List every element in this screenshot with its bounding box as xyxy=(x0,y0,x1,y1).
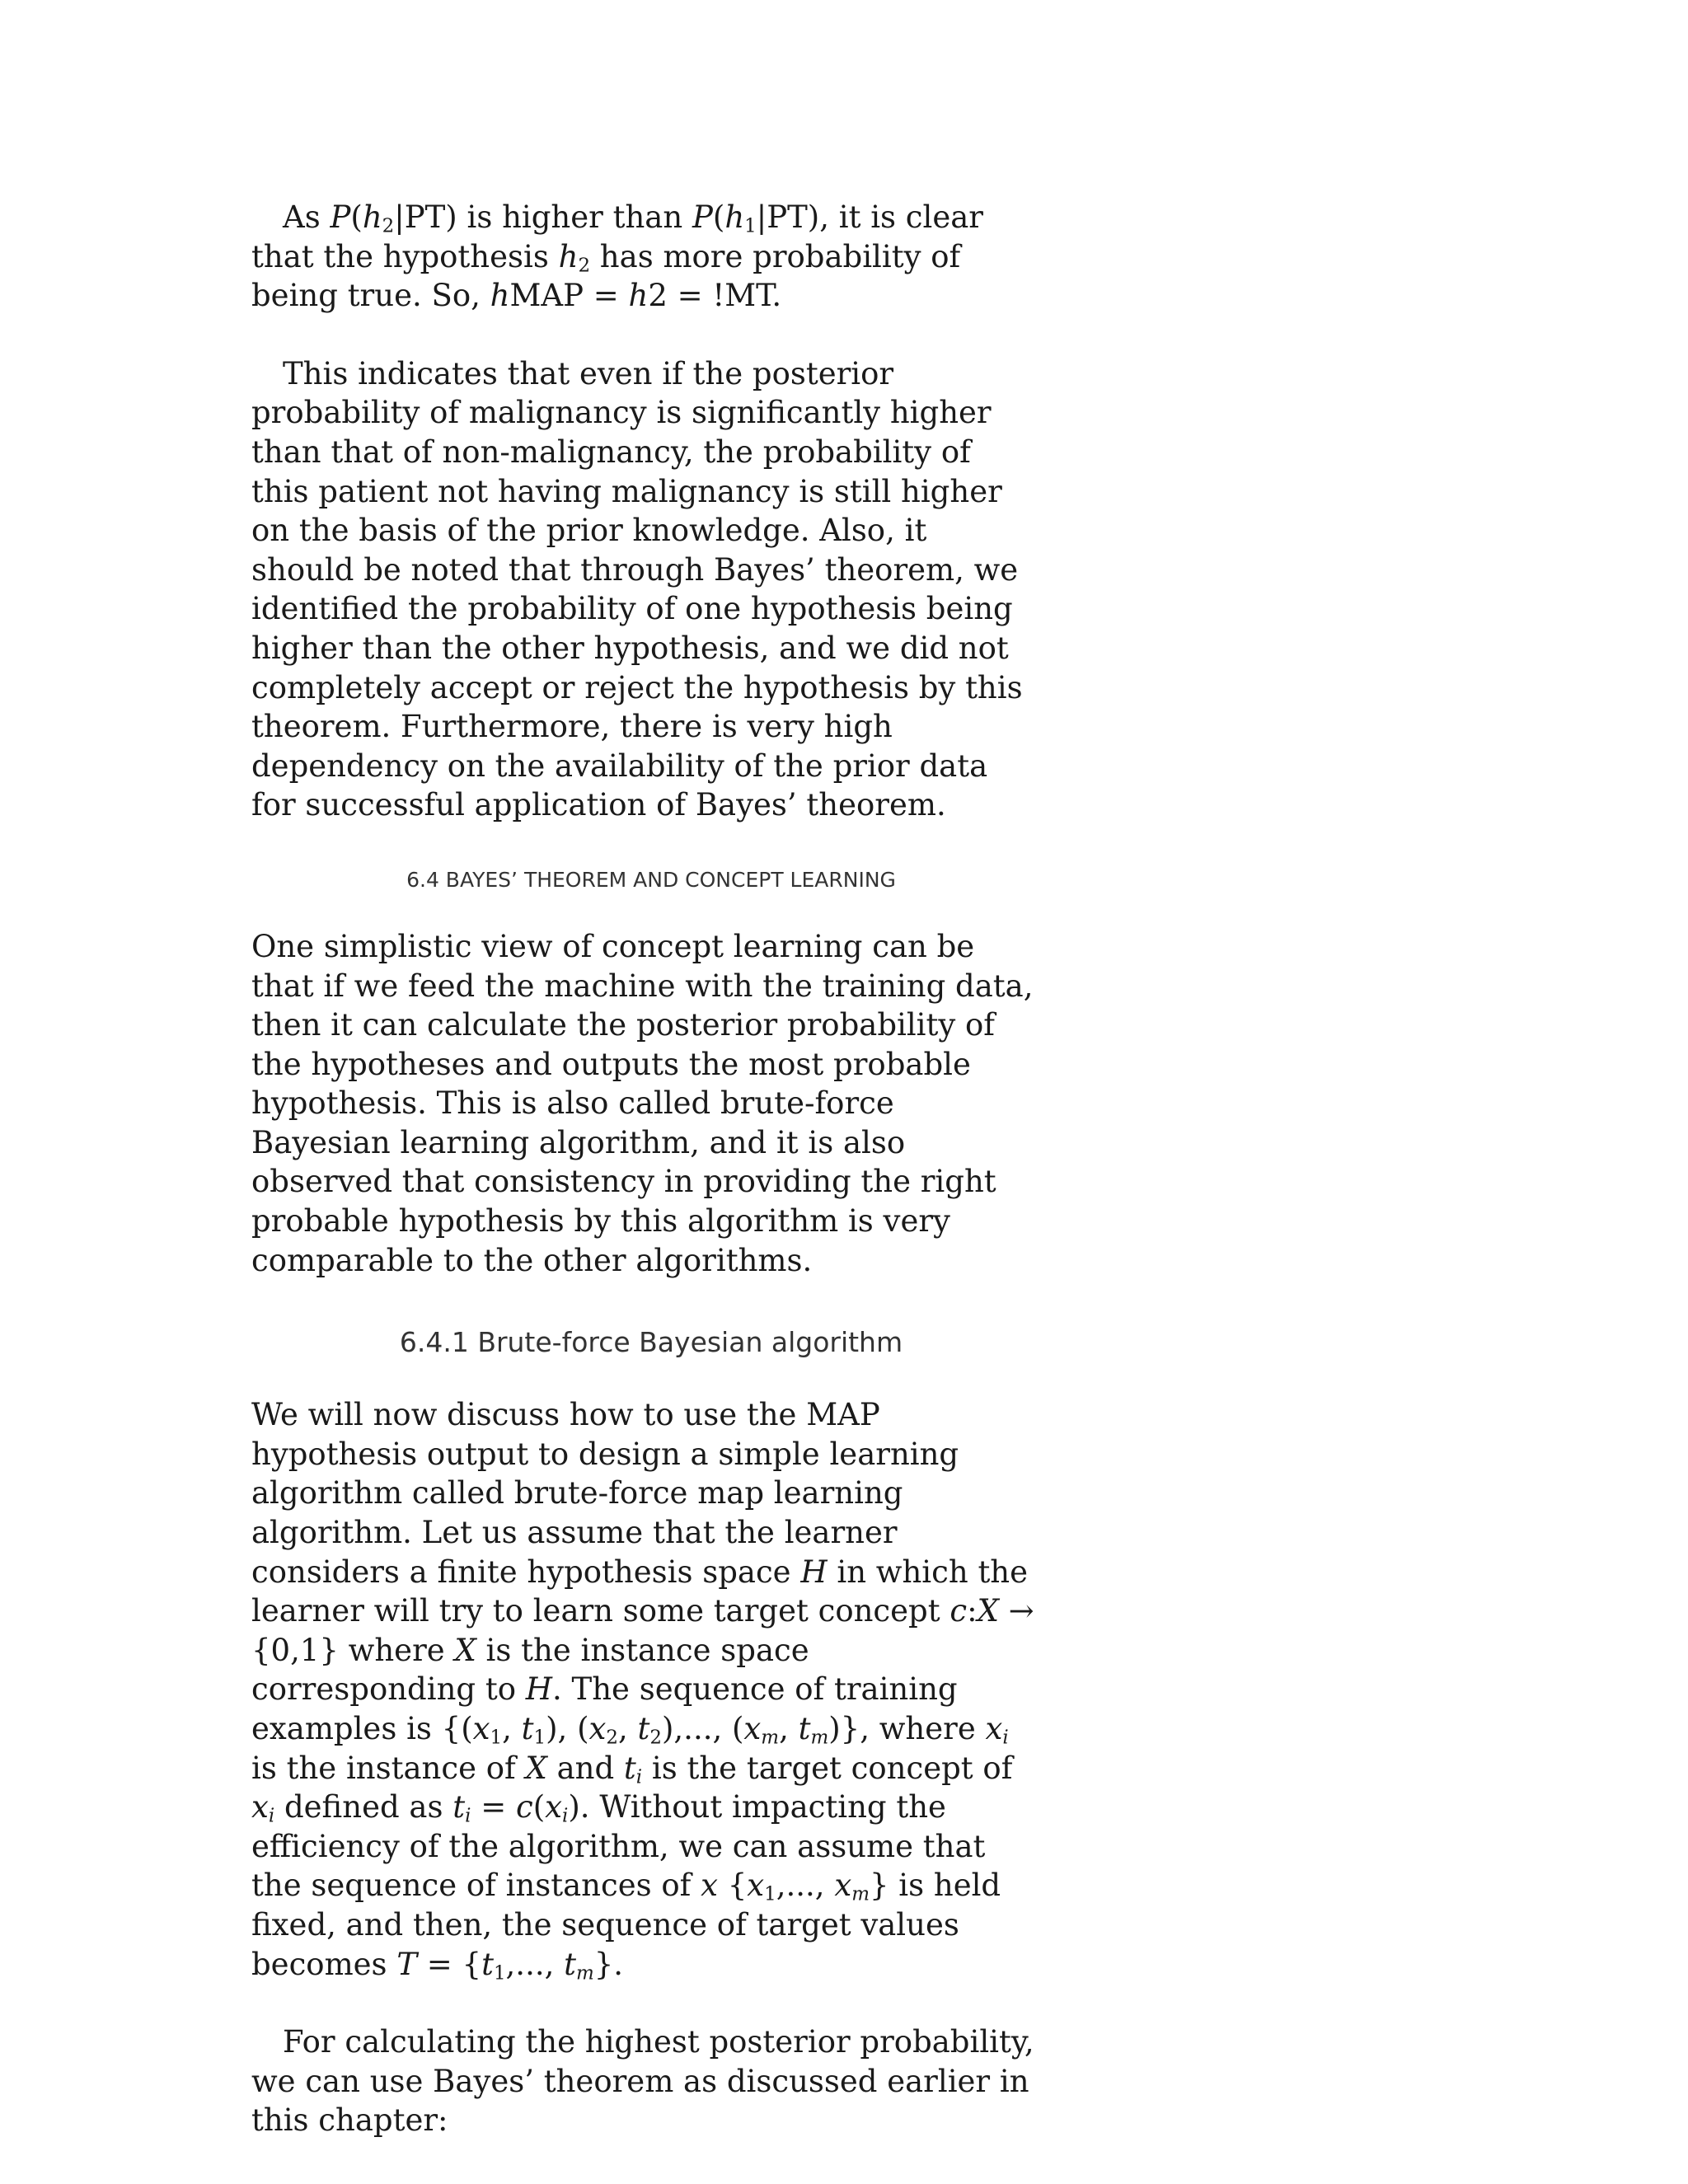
subsection-heading: 6.4.1 Brute-force Bayesian algorithm xyxy=(399,1326,903,1359)
section-heading: 6.4 BAYES’ THEOREM AND CONCEPT LEARNING xyxy=(406,867,896,892)
paragraph-malignancy: This indicates that even if the posterior probability of malignancy is significantly higher than that of non-malignancy, the probability of this patient not having malignancy is still higher on the basis of the prior knowledge. Also, it should be noted that through Bayes’ theorem, we identified the probability of one hypothesis being higher than the other hypothesis, and we did not completely accept or reject the hypothesis by this theorem. Furthermore, there is very high dependency on the availability of the prior data for successful application of Bayes’ theorem. xyxy=(251,355,1023,823)
paragraph-bayes-intro: For calculating the highest posterior probability, we can use Bayes’ theorem as discussed earlier in this chapter: xyxy=(251,2024,1034,2139)
page-content xyxy=(251,198,1034,2140)
paragraph-map-conclusion: As $P(h_2|PT)$ is higher than $P(h_1|PT)$, it is clear that the hypothesis $h_2$ has more probability of being true. So, hMAP = h2 = !MT. xyxy=(251,199,983,314)
paragraph-concept-learning: One simplistic view of concept learning can be that if we feed the machine with the training data, then it can calculate the posterior probability of the hypotheses and outputs the most probable hypothesis. This is also called brute-force Bayesian learning algorithm, and it is also observed that consistency in providing the right probable hypothesis by this algorithm is very comparable to the other algorithms. xyxy=(251,928,1034,1278)
paragraph-brute-force: We will now discuss how to use the MAP hypothesis output to design a simple learning algorithm called brute-force map learning algorithm. Let us assume that the learner considers a finite hypothesis space H in which the learner will try to learn some target concept c:X → {0,1} where X is the instance space corresponding to H. The sequence of training examples is {($x_1$, $t_1$), ($x_2$, $t_2$),..., ($x_m$, $t_m$)}, where $x_i$ is the instance of X and $t_i$ is the target concept of $x_i$ defined as $t_i = c(x_i)$. Without impacting the efficiency of the algorithm, we can assume that the sequence of instances of x {$x_1$,..., $x_m$} is held fixed, and then, the sequence of target values becomes $T = \{t_1$,..., $t_m$}. xyxy=(251,1397,1034,1985)
